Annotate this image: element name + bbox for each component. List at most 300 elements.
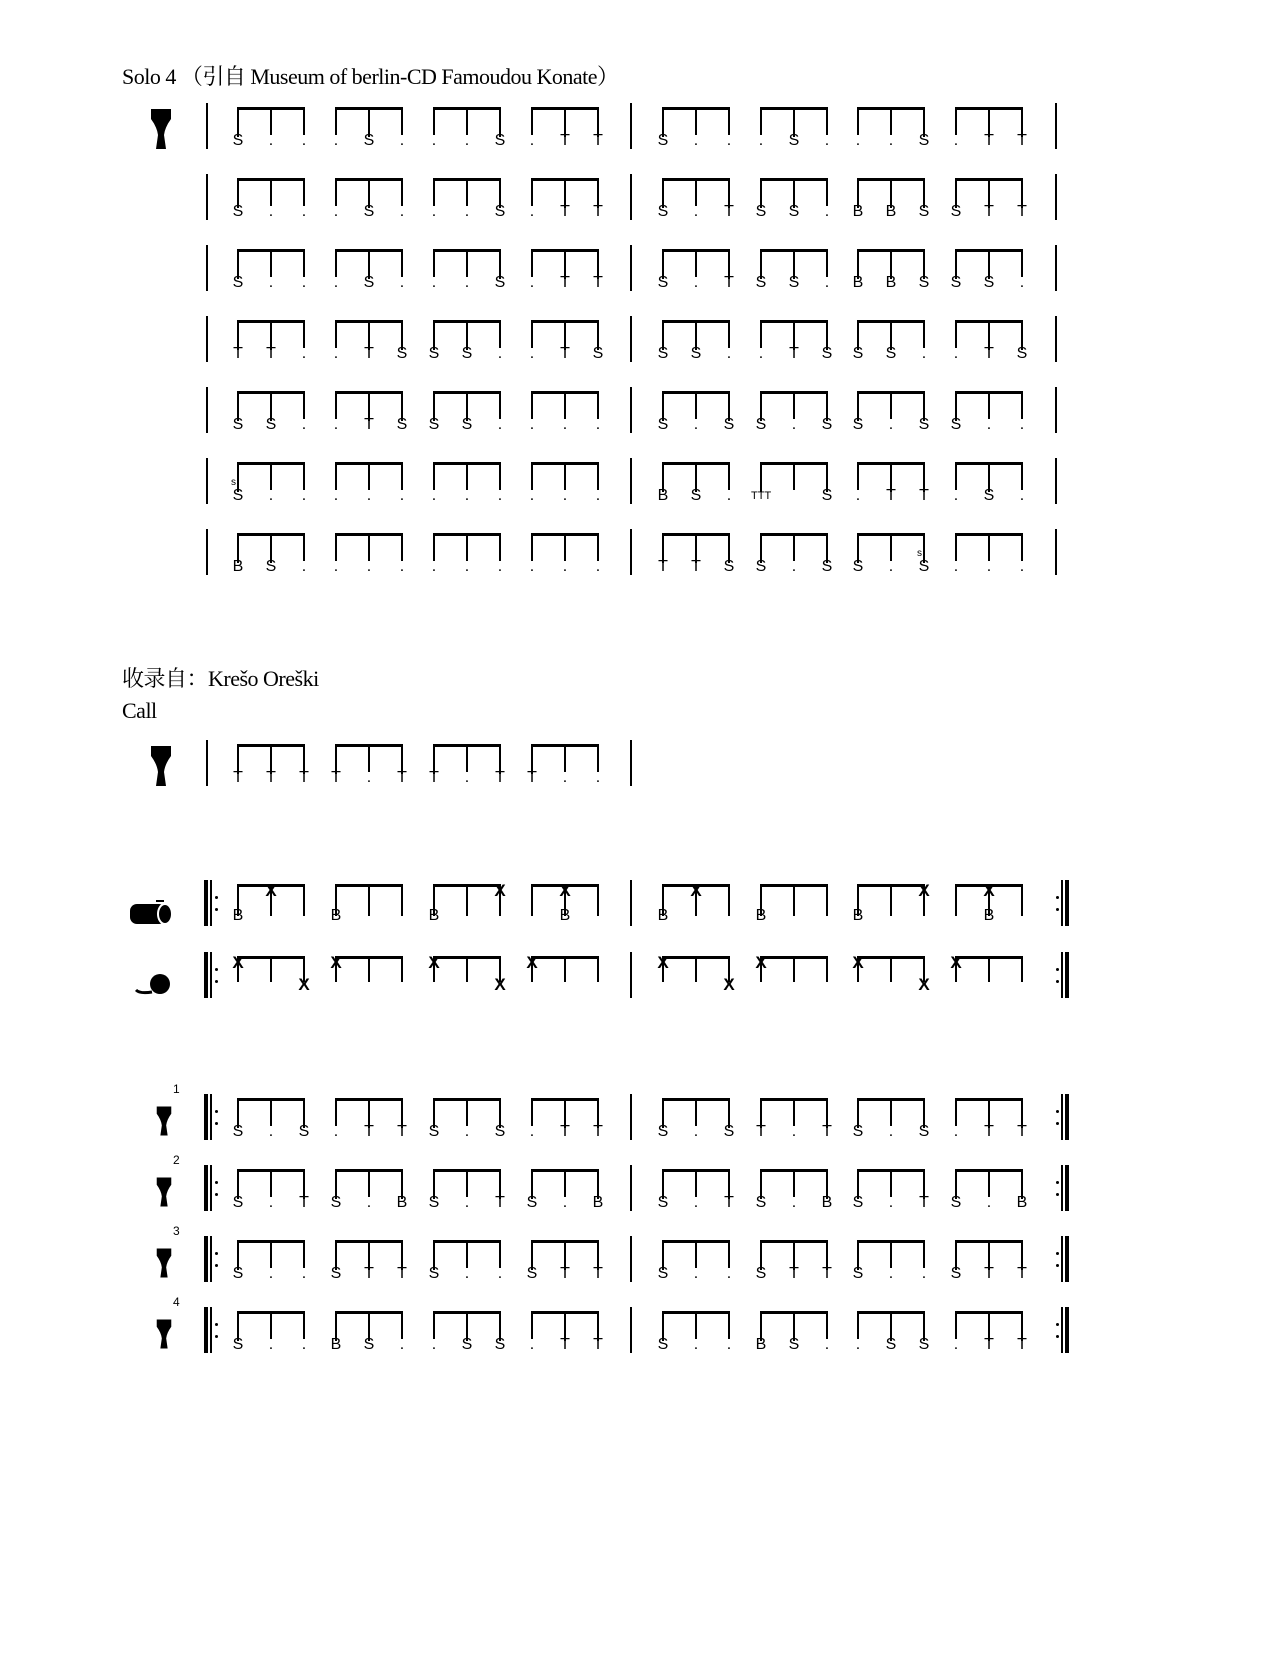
rest-dot: . [1019, 487, 1025, 504]
bell-stroke-low: X [494, 975, 506, 994]
rest-dot: . [268, 132, 274, 149]
drum-stroke: T [331, 769, 341, 786]
note-stem [890, 1240, 892, 1268]
drum-stroke: S [232, 416, 244, 433]
note-stem [988, 956, 990, 982]
note-stem [597, 533, 599, 561]
drum-stroke: S [950, 203, 962, 220]
drum-stroke: S [461, 1336, 473, 1353]
accompaniment-number: 4 [173, 1295, 180, 1309]
djembe-icon [150, 746, 172, 791]
note-stem [955, 1098, 957, 1126]
bell-stroke-high: X [852, 953, 864, 972]
barline [206, 387, 208, 433]
rest-dot: . [726, 487, 732, 504]
rest-dot: . [366, 558, 372, 575]
drum-stroke: T [789, 1265, 799, 1282]
rest-dot: . [953, 1336, 959, 1353]
note-stem [466, 249, 468, 277]
drum-stroke: T [919, 1194, 929, 1211]
note-stem [531, 462, 533, 490]
drum-stroke: S [852, 1123, 864, 1140]
note-stem [499, 533, 501, 561]
drum-stroke: T [233, 345, 243, 362]
note-stem [499, 320, 501, 348]
drum-stroke: B [592, 1194, 604, 1211]
drum-stroke: S [265, 558, 277, 575]
note-stem [793, 1098, 795, 1126]
note-stem [955, 320, 957, 348]
note-stem [728, 320, 730, 348]
drum-stroke: S [852, 416, 864, 433]
rest-dot: . [268, 1123, 274, 1140]
note-stem [695, 249, 697, 277]
bell-stroke-high: X [232, 953, 244, 972]
barline [630, 458, 632, 504]
repeat-dot [215, 1264, 218, 1267]
repeat-start-sign [204, 952, 218, 998]
repeat-thick-line [204, 1094, 208, 1140]
note-stem [793, 533, 795, 561]
note-stem [368, 1169, 370, 1197]
drum-stroke: S [755, 1194, 767, 1211]
drum-stroke: T [1017, 1265, 1027, 1282]
bell-stroke-high: X [428, 953, 440, 972]
rest-dot: . [693, 203, 699, 220]
bass-stroke: B [983, 907, 995, 924]
note-stem [1021, 462, 1023, 490]
drum-stroke: S [657, 274, 669, 291]
drum-stroke: T [593, 1265, 603, 1282]
drum-stroke: S [428, 1265, 440, 1282]
drum-stroke: T [1017, 1123, 1027, 1140]
note-stem [499, 462, 501, 490]
rest-dot: . [953, 487, 959, 504]
barline [206, 529, 208, 575]
rest-dot: . [791, 416, 797, 433]
bell-stroke-high: X [526, 953, 538, 972]
note-stem [695, 178, 697, 206]
drum-stroke: T [593, 1336, 603, 1353]
repeat-dot [215, 1323, 218, 1326]
note-stem [695, 1169, 697, 1197]
rest-dot: . [464, 274, 470, 291]
rest-dot: . [431, 1336, 437, 1353]
repeat-dot [215, 908, 218, 911]
drum-stroke: S [494, 1123, 506, 1140]
note-stem [531, 1098, 533, 1126]
rest-dot: . [595, 769, 601, 786]
drum-stroke: S [788, 274, 800, 291]
repeat-dot [215, 980, 218, 983]
barline [1055, 316, 1057, 362]
rest-dot: . [431, 487, 437, 504]
drum-stroke: S [852, 558, 864, 575]
drum-stroke: T [560, 1123, 570, 1140]
drum-stroke: B [852, 274, 864, 291]
drum-stroke: T [593, 1123, 603, 1140]
drum-stroke: S [723, 558, 735, 575]
rest-dot: . [301, 1265, 307, 1282]
rest-dot: . [726, 132, 732, 149]
drum-stroke: S [723, 1123, 735, 1140]
note-stem [728, 884, 730, 916]
note-stem [988, 391, 990, 419]
rest-dot: . [268, 274, 274, 291]
note-stem [270, 1311, 272, 1339]
note-stem [564, 462, 566, 490]
rest-dot: . [824, 203, 830, 220]
note-stem [597, 462, 599, 490]
note-stem [923, 320, 925, 348]
drum-stroke: B [821, 1194, 833, 1211]
mute-stroke: X [559, 881, 571, 900]
rest-dot: . [431, 274, 437, 291]
bell-stroke-high: X [330, 953, 342, 972]
note-stem [890, 1169, 892, 1197]
rest-dot: . [888, 1194, 894, 1211]
note-stem [303, 533, 305, 561]
drum-stroke: S [657, 345, 669, 362]
rest-dot: . [333, 416, 339, 433]
rest-dot: . [986, 416, 992, 433]
note-stem [335, 249, 337, 277]
rest-dot: . [693, 1265, 699, 1282]
note-stem [303, 249, 305, 277]
drum-stroke: S [755, 203, 767, 220]
rest-dot: . [464, 1123, 470, 1140]
rest-dot: . [726, 1336, 732, 1353]
repeat-thick-line [1065, 1236, 1069, 1282]
repeat-start-sign [204, 1236, 218, 1282]
drum-stroke: S [950, 1265, 962, 1282]
barline [206, 458, 208, 504]
note-stem [270, 956, 272, 982]
drum-stroke: S [821, 558, 833, 575]
note-stem [499, 1240, 501, 1268]
repeat-thin-line [1061, 880, 1063, 926]
rest-dot: . [464, 1265, 470, 1282]
drum-stroke: T [984, 345, 994, 362]
note-stem [597, 884, 599, 916]
note-stem [564, 391, 566, 419]
drum-stroke: S [494, 132, 506, 149]
repeat-dot [1056, 1252, 1059, 1255]
barline [206, 316, 208, 362]
drum-stroke: T [984, 1336, 994, 1353]
drum-stroke: S [788, 203, 800, 220]
repeat-thick-line [204, 880, 208, 926]
repeat-start-sign [204, 1165, 218, 1211]
djembe-icon [150, 109, 172, 154]
note-stem [728, 462, 730, 490]
note-stem [466, 884, 468, 916]
note-stem [826, 249, 828, 277]
drum-stroke: S [330, 1194, 342, 1211]
drum-stroke: T [429, 769, 439, 786]
drum-stroke: S [885, 345, 897, 362]
drum-stroke: S [363, 132, 375, 149]
note-stem [303, 884, 305, 916]
repeat-dot [1056, 1335, 1059, 1338]
rest-dot: . [693, 1336, 699, 1353]
note-stem [531, 249, 533, 277]
rest-dot: . [268, 1336, 274, 1353]
rest-dot: . [855, 132, 861, 149]
repeat-dot [1056, 1264, 1059, 1267]
bell-stroke-high: X [950, 953, 962, 972]
repeat-end-sign [1056, 1094, 1070, 1140]
note-stem [728, 1311, 730, 1339]
rest-dot: . [529, 558, 535, 575]
repeat-thick-line [1065, 1094, 1069, 1140]
drum-stroke: T [1017, 1336, 1027, 1353]
drum-stroke: S [885, 1336, 897, 1353]
drum-stroke: S [232, 1336, 244, 1353]
drum-stroke: T [397, 1123, 407, 1140]
drum-stroke: S [918, 274, 930, 291]
note-stem [695, 391, 697, 419]
repeat-dot [215, 968, 218, 971]
note-stem [368, 533, 370, 561]
barline [630, 529, 632, 575]
note-stem [793, 884, 795, 916]
note-stem [433, 533, 435, 561]
note-stem [890, 884, 892, 916]
rest-dot: . [562, 558, 568, 575]
drum-stroke: T [364, 345, 374, 362]
rest-dot: . [431, 132, 437, 149]
accompaniment-number: 2 [173, 1153, 180, 1167]
repeat-thick-line [204, 1236, 208, 1282]
rest-dot: . [301, 345, 307, 362]
drum-stroke: S [232, 274, 244, 291]
note-stem [368, 462, 370, 490]
repeat-start-sign [204, 1094, 218, 1140]
repeat-dot [1056, 980, 1059, 983]
drum-stroke: T [984, 1123, 994, 1140]
barline [206, 740, 208, 786]
bell-stroke-high: X [755, 953, 767, 972]
drum-stroke: S [918, 132, 930, 149]
rest-dot: . [333, 1123, 339, 1140]
note-stem [335, 178, 337, 206]
drum-stroke: S [690, 345, 702, 362]
rest-dot: . [301, 487, 307, 504]
rest-dot: . [497, 1265, 503, 1282]
repeat-end-sign [1056, 1236, 1070, 1282]
rest-dot: . [431, 558, 437, 575]
drum-stroke: S [232, 203, 244, 220]
drum-stroke: S [918, 1336, 930, 1353]
call-title: Call [122, 698, 157, 723]
drum-stroke: T [691, 558, 701, 575]
repeat-thin-line [1061, 952, 1063, 998]
drum-stroke: S [265, 416, 277, 433]
note-stem [923, 1240, 925, 1268]
note-stem [955, 533, 957, 561]
note-stem [303, 107, 305, 135]
rest-dot: . [497, 487, 503, 504]
note-stem [826, 956, 828, 982]
repeat-dot [215, 896, 218, 899]
rest-dot: . [333, 487, 339, 504]
note-stem [270, 178, 272, 206]
note-stem [303, 1240, 305, 1268]
drum-stroke: S [363, 1336, 375, 1353]
rest-dot: . [529, 274, 535, 291]
flam-grace-note: s [917, 548, 922, 559]
drum-stroke: S [983, 487, 995, 504]
bell-stroke-low: X [723, 975, 735, 994]
barline [630, 103, 632, 149]
bass-stroke: B [330, 907, 342, 924]
drum-stroke: S [852, 1194, 864, 1211]
rest-dot: . [758, 345, 764, 362]
drum-stroke: B [755, 1336, 767, 1353]
barline [630, 740, 632, 786]
drum-stroke: S [983, 274, 995, 291]
repeat-start-sign [204, 1307, 218, 1353]
rest-dot: . [333, 345, 339, 362]
rest-dot: . [693, 132, 699, 149]
drum-stroke: S [950, 416, 962, 433]
drum-stroke: T [397, 1265, 407, 1282]
repeat-start-sign [204, 880, 218, 926]
note-stem [335, 391, 337, 419]
drum-stroke: S [330, 1265, 342, 1282]
note-stem [793, 391, 795, 419]
djembe-icon [156, 1248, 172, 1283]
rest-dot: . [562, 416, 568, 433]
solo-title: Solo 4 （引自 Museum of berlin-CD Famoudou Konate） [122, 64, 619, 89]
note-stem [401, 956, 403, 982]
barline [1055, 387, 1057, 433]
note-stem [335, 533, 337, 561]
drum-stroke: S [526, 1265, 538, 1282]
accompaniment-row [0, 1224, 1272, 1296]
rest-dot: . [268, 1265, 274, 1282]
note-stem [303, 391, 305, 419]
note-stem [531, 320, 533, 348]
drum-stroke: T [1017, 132, 1027, 149]
rest-dot: . [464, 558, 470, 575]
drum-stroke: T [560, 203, 570, 220]
note-stem [1021, 956, 1023, 982]
rest-dot: . [333, 558, 339, 575]
barline [206, 174, 208, 220]
repeat-end-sign [1056, 952, 1070, 998]
drum-stroke: S [363, 203, 375, 220]
drum-stroke: S [428, 345, 440, 362]
note-stem [1021, 884, 1023, 916]
barline [1055, 529, 1057, 575]
solo-row [0, 529, 1272, 589]
rest-dot: . [268, 487, 274, 504]
drum-stroke: S [755, 274, 767, 291]
drum-stroke: T [724, 274, 734, 291]
rest-dot: . [595, 558, 601, 575]
drum-stroke: S [657, 203, 669, 220]
drum-stroke: S [232, 132, 244, 149]
note-stem [335, 1098, 337, 1126]
barline [206, 103, 208, 149]
drum-stroke: S [428, 1194, 440, 1211]
repeat-dot [1056, 1323, 1059, 1326]
solo-row [0, 458, 1272, 518]
repeat-thin-line [210, 1307, 212, 1353]
note-stem [695, 107, 697, 135]
drum-stroke: T [560, 345, 570, 362]
drum-stroke: S [918, 1123, 930, 1140]
note-stem [401, 249, 403, 277]
note-stem [826, 178, 828, 206]
note-stem [988, 533, 990, 561]
drum-stroke: S [821, 487, 833, 504]
rest-dot: . [497, 558, 503, 575]
note-stem [433, 462, 435, 490]
note-stem [857, 462, 859, 490]
note-stem [466, 1098, 468, 1126]
rest-dot: . [529, 416, 535, 433]
drum-stroke: T [495, 769, 505, 786]
repeat-dot [215, 1193, 218, 1196]
barline [630, 880, 632, 926]
barline [1055, 458, 1057, 504]
note-stem [955, 1311, 957, 1339]
rest-dot: . [693, 1123, 699, 1140]
rest-dot: . [824, 1336, 830, 1353]
repeat-end-sign [1056, 880, 1070, 926]
rest-dot: . [301, 416, 307, 433]
note-stem [401, 462, 403, 490]
repeat-thick-line [204, 1307, 208, 1353]
bass-stroke: B [232, 907, 244, 924]
note-stem [466, 533, 468, 561]
bell-stroke-high: X [657, 953, 669, 972]
drum-stroke: T [364, 1265, 374, 1282]
drum-stroke: T [560, 274, 570, 291]
rest-dot: . [791, 558, 797, 575]
rest-dot: . [497, 345, 503, 362]
note-stem [531, 884, 533, 916]
drum-stroke: S [755, 416, 767, 433]
drum-stroke: S [657, 416, 669, 433]
bell-stroke-low: X [298, 975, 310, 994]
rest-dot: . [399, 203, 405, 220]
drum-stroke: T [233, 769, 243, 786]
rest-dot: . [953, 558, 959, 575]
barline [206, 245, 208, 291]
accompaniment-row [0, 1153, 1272, 1225]
drum-stroke: S [494, 1336, 506, 1353]
drum-stroke: S [950, 274, 962, 291]
repeat-dot [215, 1181, 218, 1184]
note-stem [531, 533, 533, 561]
rest-dot: . [399, 1336, 405, 1353]
repeat-thick-line [204, 952, 208, 998]
rest-dot: . [953, 1123, 959, 1140]
barline [630, 1094, 632, 1140]
drum-stroke: S [950, 1194, 962, 1211]
barline [630, 174, 632, 220]
rest-dot: . [529, 203, 535, 220]
note-stem [890, 533, 892, 561]
drum-stroke: T [789, 345, 799, 362]
repeat-thin-line [1061, 1165, 1063, 1211]
drum-stroke: T [984, 132, 994, 149]
barline [630, 952, 632, 998]
